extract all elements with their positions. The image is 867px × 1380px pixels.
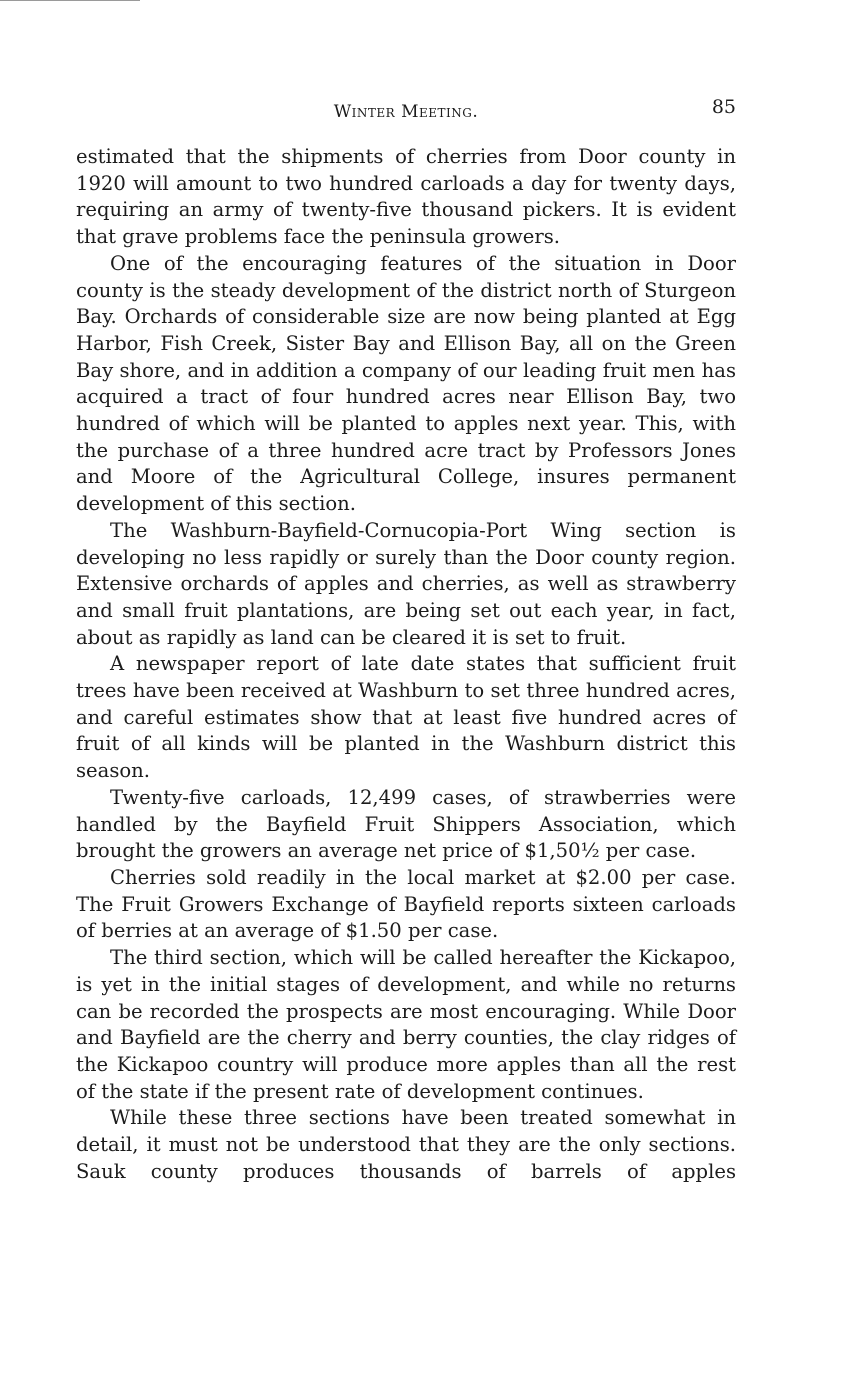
paragraph-continuation: estimated that the shipments of cherries from Door county in 1920 will amount to two hundred carloads a day for twenty days, requiring an army of twenty-five thousand pickers. It is evident that grave problems face the peninsula growers.	[76, 145, 736, 249]
paragraph-newspaper-report: A newspaper report of late date states that sufficient fruit trees have been received at Washburn to set three hundred acres, and careful estimates show that at least five hundred acres of fruit of all kinds will be planted in the Washburn district this season.	[76, 652, 736, 783]
paragraph-door-county: One of the encouraging features of the situation in Door county is the steady development of the district north of Sturgeon Bay. Orchards of considerable size are now being planted at Egg Harbor, Fish Creek, Sister Bay and Ellison Bay, all on the Green Bay shore, and in addition a company of our leading fruit men has acquired a tract of four hundred acres near Ellison Bay, two hundred of which will be planted to apples next year. This, with the purchase of a three hundred acre tract by Professors Jones and Moore of the Agricultural College, insures permanent development of this section.	[76, 251, 736, 516]
running-title: Winter Meeting.	[333, 102, 479, 122]
paragraph-cherries: Cherries sold readily in the local market at $2.00 per case. The Fruit Growers Exchange of Bayfield reports sixteen carloads of berries at an average of $1.50 per case.	[76, 865, 736, 943]
paragraph-washburn-bayfield: The Washburn-Bayfield-Cornucopia-Port Wing section is developing no less rapidly or surely than the Door county region. Extensive orchards of apples and cherries, as well as strawberry and small fruit plantations, are being set out each year, in fact, about as rapidly as land can be cleared it is set to fruit.	[76, 518, 736, 649]
body-text	[76, 144, 736, 1185]
scan-edge-rule	[0, 0, 140, 1]
page-number: 85	[711, 96, 736, 118]
running-head	[76, 96, 736, 126]
paragraph-strawberries: Twenty-five carloads, 12,499 cases, of strawberries were handled by the Bayfield Fruit Shippers Association, which brought the growers an average net price of $1,50½ per case.	[76, 785, 736, 863]
paragraph-other-sections: While these three sections have been treated somewhat in detail, it must not be understood that they are the only sections. Sauk county produces thousands of barrels of apples	[76, 1106, 736, 1183]
paragraph-kickapoo: The third section, which will be called hereafter the Kickapoo, is yet in the initial stages of development, and while no returns can be recorded the prospects are most encouraging. While Door and Bayfield are the cherry and berry counties, the clay ridges of the Kickapoo country will produce more apples than all the rest of the state if the present rate of development continues.	[76, 946, 736, 1103]
